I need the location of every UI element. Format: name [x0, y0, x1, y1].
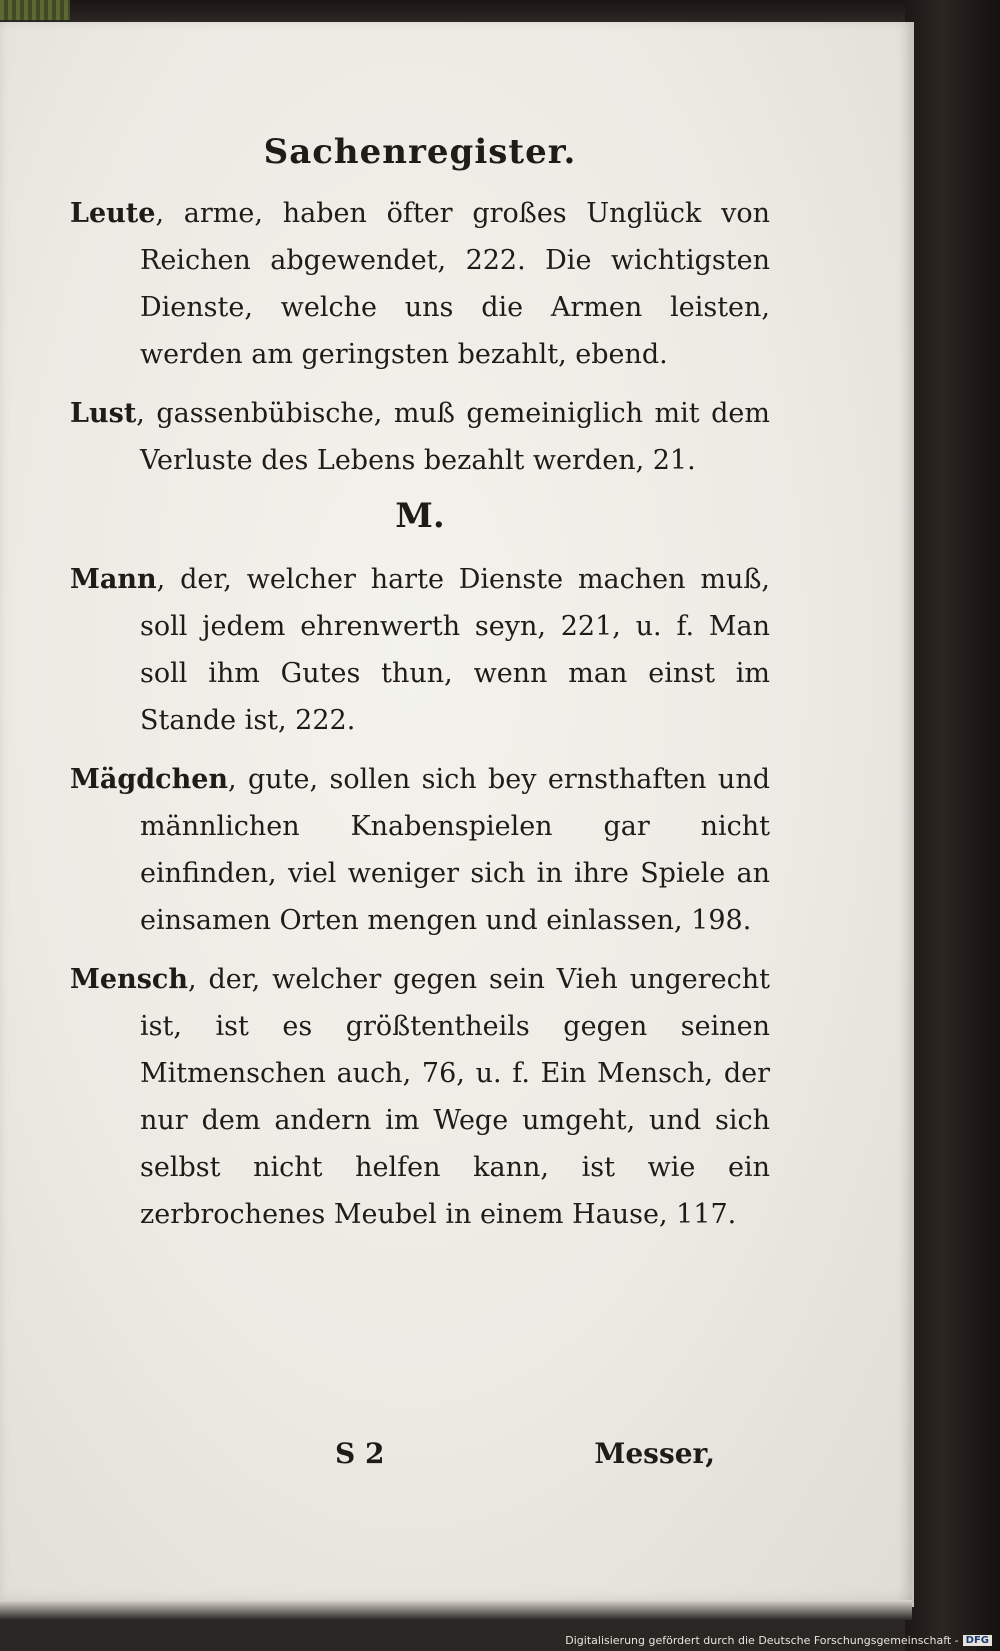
- section-letter: M.: [395, 496, 445, 536]
- register-entry-maegdchen: [70, 756, 770, 944]
- digitization-credit: [565, 1634, 992, 1647]
- credit-text: Digitalisierung gefördert durch die Deutsche Forschungsgemeinschaft -: [565, 1634, 959, 1647]
- signature-mark: S 2: [335, 1437, 385, 1470]
- book-page: [0, 22, 914, 1607]
- headword: Mensch: [70, 964, 188, 995]
- headword: Mägdchen: [70, 764, 229, 795]
- entry-text: , arme, haben öfter großes Unglück von Reichen abgewendet, 222. Die wichtigsten Dienste, welche uns die Armen leisten, werden am geringsten bezahlt, ebend.: [140, 198, 770, 370]
- page-edge-bottom: [0, 1600, 912, 1620]
- register-entry-mensch: [70, 956, 770, 1238]
- entry-text: , gassenbübische, muß gemeiniglich mit dem Verluste des Lebens bezahlt werden, 21.: [136, 398, 770, 476]
- bookmark-thread: [0, 0, 70, 20]
- catchword: Messer,: [594, 1437, 715, 1470]
- register-entry-leute: [70, 190, 770, 378]
- register-text: [70, 132, 770, 1250]
- entry-text: , gute, sollen sich bey ernsthaften und männlichen Knabenspielen gar nicht einfinden, viel weniger sich in ihre Spiele an einsamen Orten mengen und einlassen, 198.: [140, 764, 770, 936]
- book-binding-right: [905, 0, 1000, 1651]
- book-binding-top: [0, 0, 1000, 22]
- register-entry-lust: [70, 390, 770, 484]
- page-header: Sachenregister.: [263, 132, 577, 172]
- register-entry-mann: [70, 556, 770, 744]
- entry-text: , der, welcher harte Dienste machen muß, soll jedem ehrenwerth seyn, 221, u. f. Man soll ihm Gutes thun, wenn man einst im Stande ist, 222.: [140, 564, 770, 736]
- entry-text: , der, welcher gegen sein Vieh ungerecht ist, ist es größtentheils gegen seinen Mitmenschen auch, 76, u. f. Ein Mensch, der nur dem andern im Wege umgeht, und sich selbst nicht helfen kann, ist wie ein zerbrochenes Meubel in einem Hause, 117.: [140, 964, 770, 1230]
- headword: Leute: [70, 198, 156, 229]
- headword: Mann: [70, 564, 157, 595]
- headword: Lust: [70, 398, 137, 429]
- dfg-logo: DFG: [963, 1635, 992, 1646]
